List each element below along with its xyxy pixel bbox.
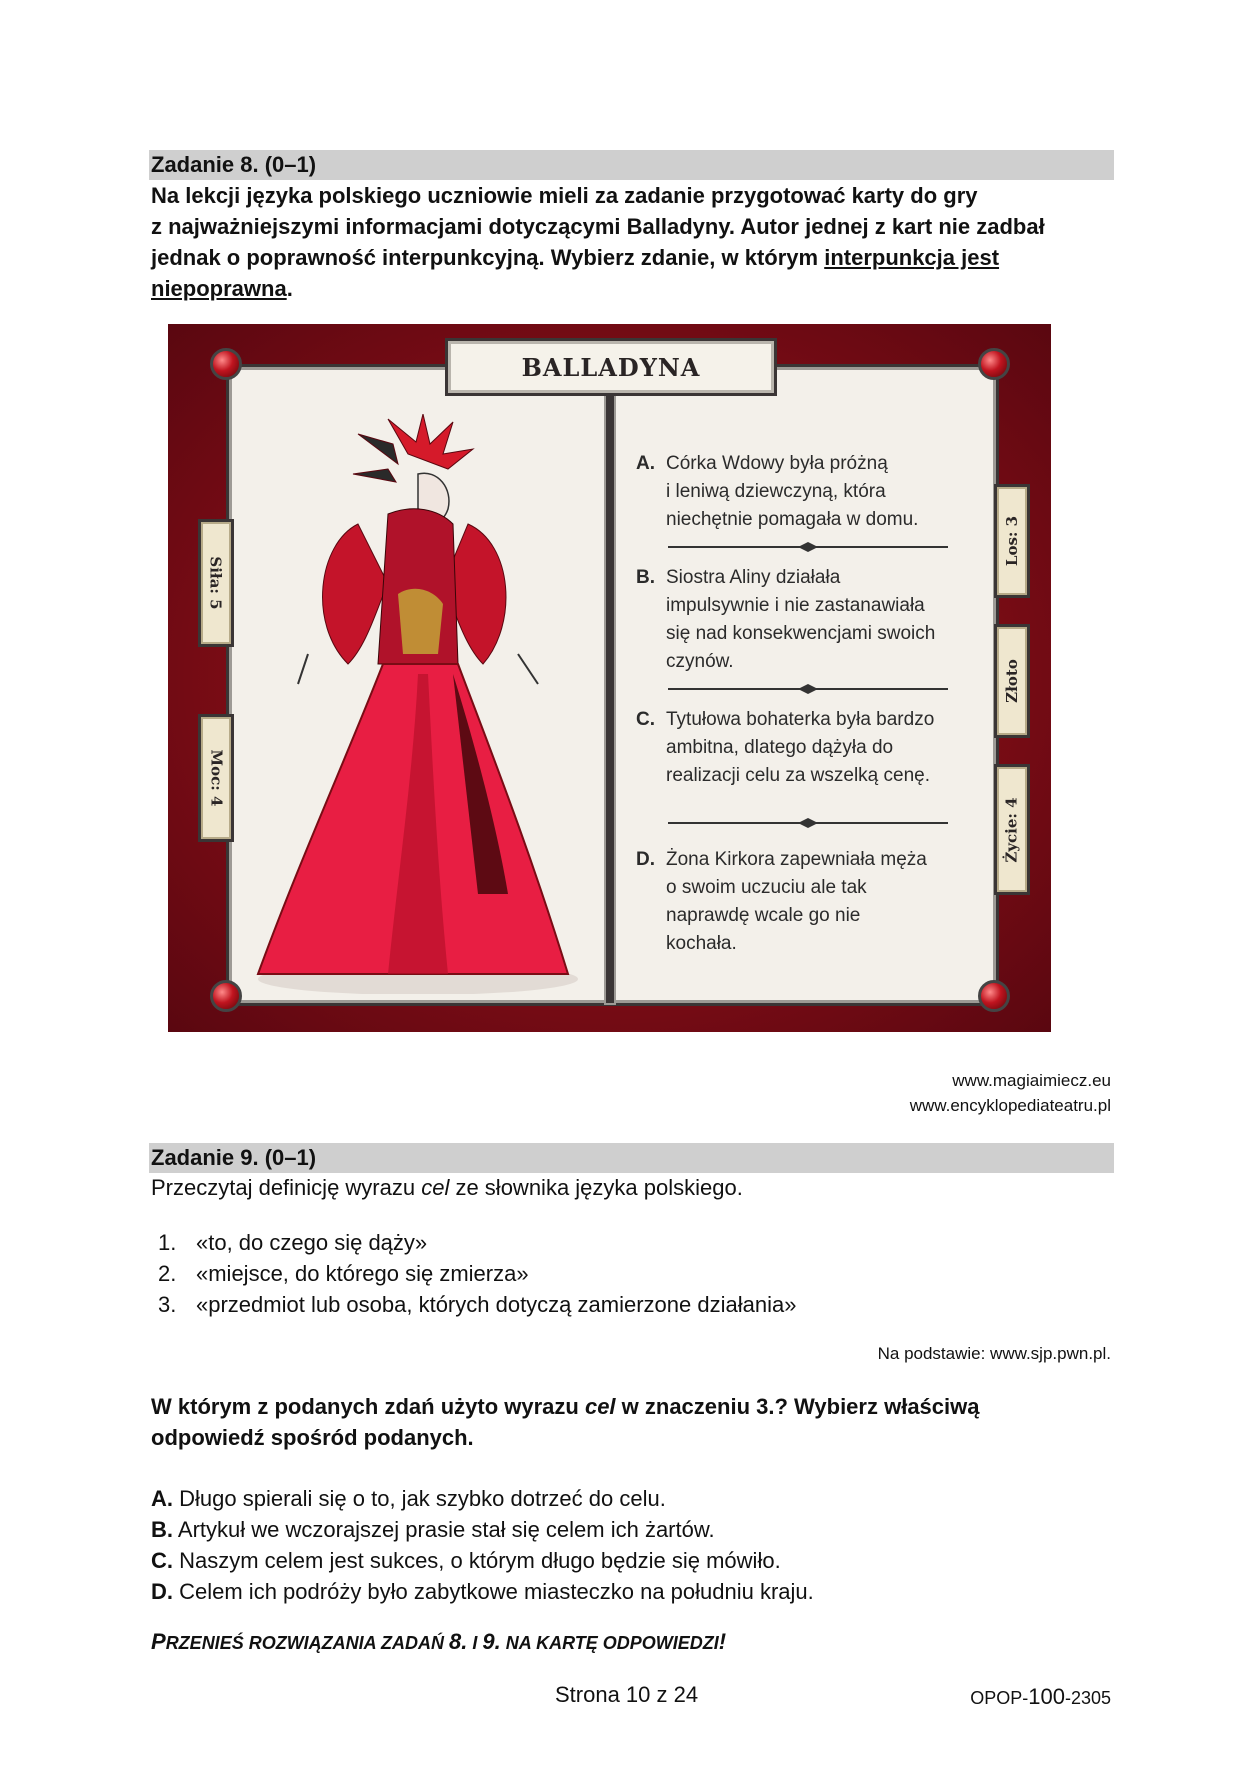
gem-top-right (978, 348, 1010, 380)
note-task-9: 9. (482, 1629, 501, 1654)
answer-item (151, 1545, 814, 1576)
task9-title: Zadanie 9. (0–1) (151, 1145, 317, 1170)
task9-question-word: cel (584, 1394, 616, 1419)
option-d-line: o swoim uczuciu ale tak (666, 877, 867, 898)
card-title-box (445, 338, 777, 396)
answer-text: Długo spierali się o to, jak szybko dotrzeć do celu. (179, 1486, 666, 1511)
source-link: www.encyklopediateatru.pl (909, 1096, 1111, 1115)
task9-source: Na podstawie: www.sjp.pwn.pl. (877, 1344, 1111, 1363)
task9-question-line2: odpowiedź spośród podanych. (151, 1425, 474, 1450)
note-exclamation: ! (718, 1629, 727, 1654)
option-b-line: się nad konsekwencjami swoich (666, 623, 936, 644)
task9-question (151, 1391, 1111, 1453)
task8-intro-line3: jednak o poprawność interpunkcyjną. Wybierz zdanie, w którym (151, 245, 825, 270)
answer-item (151, 1514, 814, 1545)
card-vertical-divider (606, 364, 614, 1003)
option-b-line: Siostra Aliny działała (666, 567, 841, 588)
task8-underlined-1: interpunkcja jest (824, 245, 1000, 270)
answer-label: A. (151, 1486, 173, 1511)
card-option-b (636, 564, 935, 676)
task8-intro-line2: z najważniejszymi informacjami dotyczącymi Balladyny. Autor jednej z kart nie zadbał (151, 214, 1045, 239)
option-d-label: D. (636, 849, 655, 870)
source-link: www.magiaimiecz.eu (952, 1071, 1111, 1090)
exam-code-suffix: -2305 (1064, 1688, 1111, 1708)
task9-intro (151, 1172, 743, 1203)
tab-moc (198, 714, 234, 842)
task9-intro-text-end: ze słownika języka polskiego. (449, 1175, 743, 1200)
task8-period: . (286, 276, 293, 301)
note-initial: P (151, 1629, 166, 1654)
answer-item (151, 1483, 814, 1514)
definition-text: «miejsce, do którego się zmierza» (196, 1261, 529, 1286)
task9-question-text-end: w znaczeniu 3.? Wybierz właściwą (615, 1394, 980, 1419)
exam-code (970, 1684, 1111, 1710)
option-a-line: niechętnie pomagała w domu. (666, 509, 919, 530)
task8-intro (151, 180, 1111, 304)
option-b-label: B. (636, 567, 655, 588)
tab-los-label: Los: 3 (1003, 515, 1022, 567)
note-task-8: 8. (449, 1629, 468, 1654)
option-c-label: C. (636, 709, 655, 730)
tab-zycie-label: Życie: 4 (1003, 796, 1021, 863)
task8-sources (910, 1068, 1111, 1118)
definition-text: «przedmiot lub osoba, których dotyczą zamierzone działania» (196, 1292, 797, 1317)
answer-text: Artykuł we wczorajszej prasie stał się celem ich żartów. (177, 1517, 715, 1542)
tab-zycie (994, 764, 1030, 895)
tab-los (994, 484, 1030, 598)
answer-item (151, 1576, 814, 1607)
option-b-line: czynów. (666, 651, 734, 672)
note-text: I (467, 1633, 483, 1653)
card-option-c (636, 706, 934, 790)
answer-text: Naszym celem jest sukces, o którym długo będzie się mówiło. (179, 1548, 781, 1573)
definition-list (158, 1227, 796, 1320)
option-a-line: Córka Wdowy była próżną (666, 453, 888, 474)
page-number: Strona 10 z 24 (555, 1682, 699, 1707)
definition-number: 3. (158, 1292, 177, 1317)
tab-sila-label: Siła: 5 (207, 556, 225, 610)
balladyna-figure-illustration (238, 414, 588, 994)
definition-item (158, 1289, 796, 1320)
exam-code-number: 100 (1028, 1684, 1065, 1709)
option-a-label: A. (636, 453, 655, 474)
answer-label: B. (151, 1517, 173, 1542)
ornament-separator (668, 684, 948, 694)
game-card (168, 324, 1051, 1032)
tab-moc-label: Moc: 4 (207, 749, 226, 807)
transfer-answers-note (151, 1629, 726, 1655)
task9-intro-word: cel (421, 1175, 450, 1200)
answer-label: C. (151, 1548, 173, 1573)
tab-sila (198, 519, 234, 647)
task8-title: Zadanie 8. (0–1) (151, 152, 317, 177)
task8-underlined-2: niepoprawna (151, 276, 287, 301)
definition-text: «to, do czego się dąży» (196, 1230, 428, 1255)
tab-zloto (994, 624, 1030, 738)
option-d-line: kochała. (666, 933, 737, 954)
option-d-line: naprawdę wcale go nie (666, 905, 861, 926)
exam-code-prefix: OPOP- (970, 1688, 1029, 1708)
definition-item (158, 1258, 796, 1289)
option-d-line: Żona Kirkora zapewniała męża (666, 849, 927, 870)
note-text: NA KARTĘ ODPOWIEDZI (500, 1633, 719, 1653)
option-c-line: realizacji celu za wszelką cenę. (666, 765, 931, 786)
card-option-d (636, 846, 927, 958)
task8-intro-line1: Na lekcji języka polskiego uczniowie mieli za zadanie przygotować karty do gry (151, 183, 978, 208)
task9-question-text: W którym z podanych zdań użyto wyrazu (151, 1394, 585, 1419)
answer-list (151, 1483, 814, 1607)
option-a-line: i leniwą dziewczyną, która (666, 481, 886, 502)
tab-zloto-label: Złoto (1003, 659, 1022, 703)
answer-label: D. (151, 1579, 173, 1604)
gem-top-left (210, 348, 242, 380)
task9-intro-text: Przeczytaj definicję wyrazu (151, 1175, 422, 1200)
definition-number: 1. (158, 1230, 177, 1255)
card-option-a (636, 450, 918, 534)
definition-item (158, 1227, 796, 1258)
note-text: RZENIEŚ ROZWIĄZANIA ZADAŃ (165, 1633, 450, 1653)
ornament-separator (668, 818, 948, 828)
answer-text: Celem ich podróży było zabytkowe miasteczko na południu kraju. (179, 1579, 814, 1604)
gem-bottom-right (978, 980, 1010, 1012)
definition-number: 2. (158, 1261, 177, 1286)
ornament-separator (668, 542, 948, 552)
option-c-line: ambitna, dlatego dążyła do (666, 737, 894, 758)
option-b-line: impulsywnie i nie zastanawiała (666, 595, 925, 616)
card-title: BALLADYNA (521, 352, 701, 382)
option-c-line: Tytułowa bohaterka była bardzo (666, 709, 935, 730)
